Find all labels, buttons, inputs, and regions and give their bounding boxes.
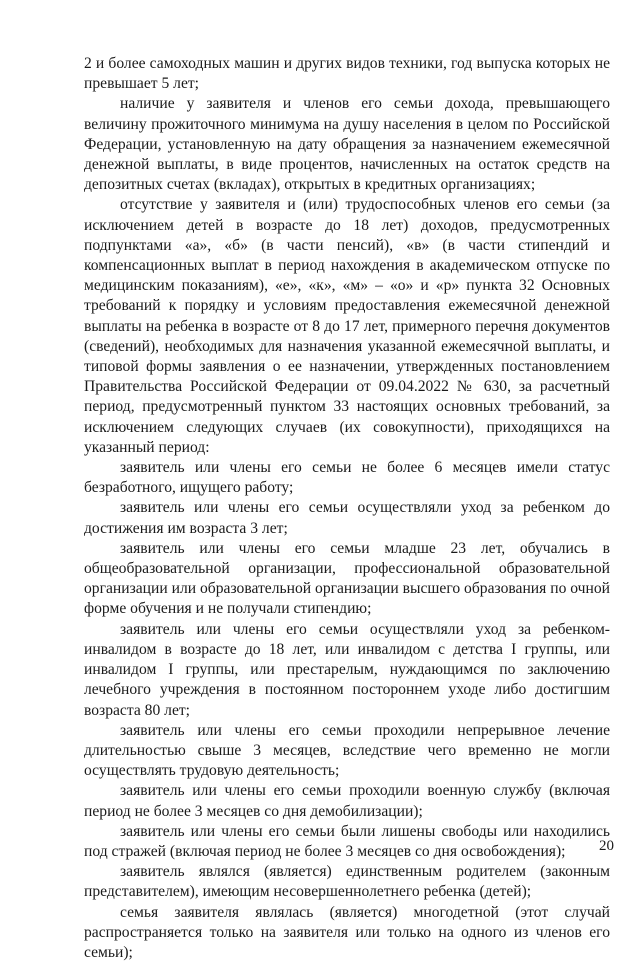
paragraph-students: заявитель или члены его семьи младше 23 лет, обучались в общеобразовательной организации, профессиональной образовательной организации или образовательной организации высшего образования по очной форме обучения и не получали стипендию; (84, 539, 610, 618)
paragraph-single-parent: заявитель являлся (является) единственным родителем (законным представителем), имеющим несовершеннолетнего ребенка (детей); (84, 863, 610, 901)
paragraph-no-income: отсутствие у заявителя и (или) трудоспособных членов его семьи (за исключением детей в возрасте до 18 лет) доходов, предусмотренных подпунктами «а», «б» (в части пенсий), «в» (в части стипендий и компенсационных выплат в период нахождения в академическом отпуске по медицинским показаниям), «е», «к», «м» – «о» и «р» пункта 32 Основных требований к порядку и условиям предоставления ежемесячной денежной выплаты на ребенка в возрасте от 8 до 17 лет, примерного перечня документов (сведений), необходимых для назначения указанной ежемесячной выплаты, и типовой формы заявления о ее назначении, утвержденных постановлением Правительства Российской Федерации от 09.04.2022 № 630, за расчетный период, предусмотренный пунктом 33 настоящих основных требований, за исключением следующих случаев (их совокупности), приходящихся на указанный период: (84, 196, 610, 456)
paragraph-imprisonment: заявитель или члены его семьи были лишены свободы или находились под стражей (включая период не более 3 месяцев со дня освобождения); (84, 822, 610, 860)
paragraph-military-service: заявитель или члены его семьи проходили военную службу (включая период не более 3 месяцев со дня демобилизации); (84, 782, 610, 820)
paragraph-medical-treatment: заявитель или члены его семьи проходили непрерывное лечение длительностью свыше 3 месяцев, вследствие чего временно не могли осуществлять трудовую деятельность; (84, 721, 610, 780)
document-body (84, 54, 610, 963)
paragraph-income-above-minimum: наличие у заявителя и членов его семьи дохода, превышающего величину прожиточного минимума на душу населения в целом по Российской Федерации, установленную на дату обращения за назначением ежемесячной денежной выплаты, в виде процентов, начисленных на остаток средств на депозитных счетах (вкладах), открытых в кредитных организациях; (84, 95, 610, 194)
paragraph-unemployed: заявитель или члены его семьи не более 6 месяцев имели статус безработного, ищущего работу; (84, 459, 610, 497)
page-number: 20 (599, 838, 614, 854)
paragraph-child-care: заявитель или члены его семьи осуществляли уход за ребенком до достижения им возраста 3 лет; (84, 499, 610, 537)
paragraph-vehicles-continuation: 2 и более самоходных машин и других видов техники, год выпуска которых не превышает 5 лет; (84, 55, 610, 93)
paragraph-large-family: семья заявителя являлась (является) многодетной (этот случай распространяется только на заявителя или только на одного из членов его семьи); (84, 903, 610, 961)
paragraph-disabled-care: заявитель или члены его семьи осуществляли уход за ребенком-инвалидом в возрасте до 18 лет, или инвалидом с детства I группы, или инвалидом I группы, или престарелым, нуждающимся по заключению лечебного учреждения в постоянном постороннем уходе либо достигшим возраста 80 лет; (84, 620, 610, 719)
